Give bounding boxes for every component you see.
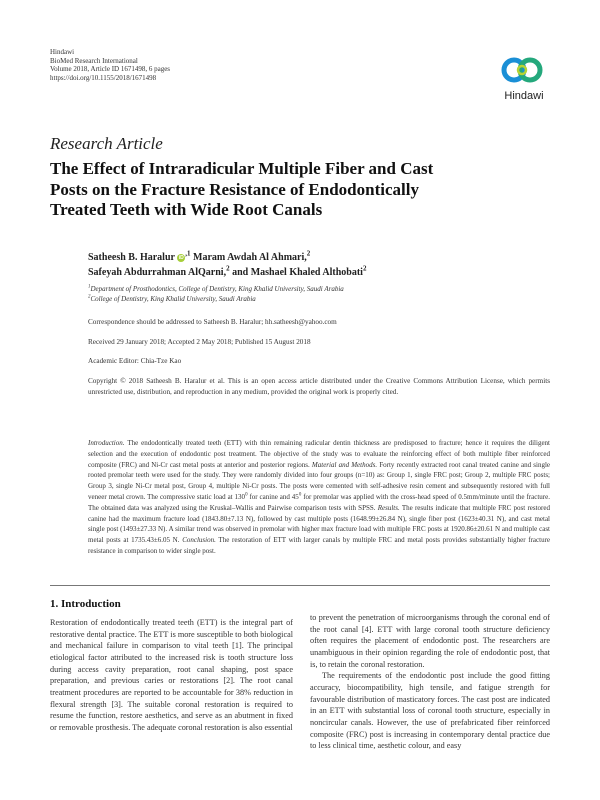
copyright-notice: Copyright © 2018 Satheesh B. Haralur et al. This is an open access article distributed under the Creative Commons Attribution License, which permits unrestricted use, distribution, and reproduction in any medium, provided the original work is properly cited. (88, 377, 550, 396)
author-sup: 2 (226, 264, 230, 273)
hindawi-logo-text: Hindawi (504, 90, 544, 102)
author-sup: 2 (362, 264, 367, 273)
paragraph: to prevent the penetration of microorganisms through the coronal end of the root canal [4]. ETT with large coronal tooth structure deficiency often requires the placement of endodontic post. The researchers are unambiguous in their opinion regarding the role of endodontic post, that is, to retain the coronal restoration. (310, 613, 550, 669)
paper-title: The Effect of Intraradicular Multiple Fiber and Cast Posts on the Fracture Resistance of Endodontically Treated Teeth with Wide Root Canals (50, 159, 434, 219)
affiliation-2 (88, 294, 508, 304)
section-heading: 1. Introduction (50, 598, 121, 610)
degree-sup: 0 (298, 492, 302, 498)
article-type: Research Article (50, 134, 163, 153)
paragraph: Restoration of endodontically treated teeth (ETT) is the integral part of restorative dental practice. The ETT is more susceptible to both biological and mechanical failure in comparison to vital teeth [1]. The principal etiological factor attributed to the increased risk is tooth structure loss during access cavity preparation, root canal shaping, post space preparation, and previous caries or restorations [2]. The root canal treatment procedures are reported to be accountable for 38% reduction in flexural strength [3]. The suitable coronal restoration is required to resume the function, restore aesthetics, and serve as an abutment in fixed or removable prosthesis. The adequate coronal restoration is also essential (50, 618, 293, 732)
body-column-left (50, 617, 293, 734)
author-name[interactable]: Satheesh B. Haralur (88, 252, 175, 263)
doi-link[interactable]: https://doi.org/10.1155/2018/1671498 (50, 73, 157, 82)
author-name: and Mashael Khaled Althobati (229, 267, 363, 278)
abstract-results-label: Results. (377, 503, 400, 512)
abstract-methods-text: for canine and 45 (247, 492, 299, 501)
abstract-methods-text: Forty recently extracted root canal treated canine and single rooted premolar teeth were used for the study. They were randomly divided into four groups (n=10) as: Group 1, single FRC post; Group 2, multiple FRC posts; Group 3, single Ni-Cr metal post, Group 4, multiple Ni-Cr posts. The posts were cemented with self-adhesive resin cement and subsequently restored with full veneer metal crown. The compressive static load at 130 (88, 460, 550, 501)
journal-meta (50, 48, 170, 82)
abstract-conclusion-label: Conclusion. (182, 536, 216, 545)
correspondence: Correspondence should be addressed to Satheesh B. Haralur; hh.satheesh@yahoo.com (88, 318, 337, 326)
abstract-intro-text: The endodontically treated teeth (ETT) with thin remaining radicular dentin thickness are predisposed to fracture; hence it requires the diligent selection and the execution of endodontic post treatment. The objective of the study was to evaluate the reinforcing effect of both multiple fiber reinforced composite (FRC) and Ni-Cr cast metal posts at anterior and posterior regions. (88, 439, 550, 469)
affiliation-sup: 1 (88, 284, 91, 290)
orcid-icon[interactable]: iD (178, 255, 184, 261)
affiliation-1 (88, 284, 508, 294)
abstract (88, 438, 550, 557)
paragraph: The requirements of the endodontic post include the good fitting accuracy, biocompatibility, high tensile, and fatigue strength for favourable distribution of masticatory forces. The cast post are indicated in an ETT with substantial loss of coronal tooth structure, especially in noncircular canals. However, the use of prefabricated fiber reinforced composite (FRC) post is increasing in contemporary dental practice due to less clinical time, aesthetic colour, and easy (310, 671, 550, 751)
affiliations (88, 284, 508, 304)
publication-dates: Received 29 January 2018; Accepted 2 May 2018; Published 15 August 2018 (88, 338, 311, 346)
author-name: Safeyah Abdurrahman AlQarni, (88, 267, 227, 278)
abstract-results-text: The results indicate that multiple FRC post restored canine had the maximum fracture load (1843.80±7.13 N), followed by cast multiple posts (1648.99±26.84 N), single fiber post (1623±40.31 N), and cast metal single post (1493±27.33 N). A similar trend was observed in premolar with higher max fracture load with multiple FRC posts at 1920.86±20.61 N and multiple cast metal posts at 1735.43±6.05 N. (88, 503, 550, 545)
abstract-intro-label: Introduction. (88, 439, 125, 447)
abstract-conclusion-text: The restoration of ETT with larger canals by multiple FRC and metal posts provides substantially higher fracture resistance in comparison to wider single post. (88, 536, 551, 555)
academic-editor: Academic Editor: Chia-Tze Kao (88, 357, 182, 365)
degree-sup: 0 (245, 492, 248, 498)
author-sup: 2 (306, 249, 311, 258)
volume-line: Volume 2018, Article ID 1671498, 6 pages (50, 65, 171, 73)
affiliation-text: College of Dentistry, King Khalid University, Saudi Arabia (90, 295, 256, 303)
affiliation-text: Department of Prosthodontics, College of Dentistry, King Khalid University, Saudi Arabia (90, 285, 344, 293)
abstract-methods-label: Material and Methods. (311, 460, 378, 469)
journal-name: BioMed Research International (50, 56, 138, 65)
abstract-methods-text: for premolar was applied with the cross-head speed of 0.5mm/minute until the fracture. The obtained data was analyzed using the Kruskal–Wallis and Pairwise comparison tests with SPSS. (88, 492, 550, 512)
author-list (88, 250, 488, 280)
section-divider (50, 585, 550, 586)
body-column-right (310, 612, 550, 752)
publisher-name: Hindawi (50, 48, 75, 56)
affiliation-sup: 2 (88, 294, 91, 300)
author-sup: ,1 (185, 249, 191, 258)
author-name: Maram Awdah Al Ahmari, (190, 252, 307, 263)
